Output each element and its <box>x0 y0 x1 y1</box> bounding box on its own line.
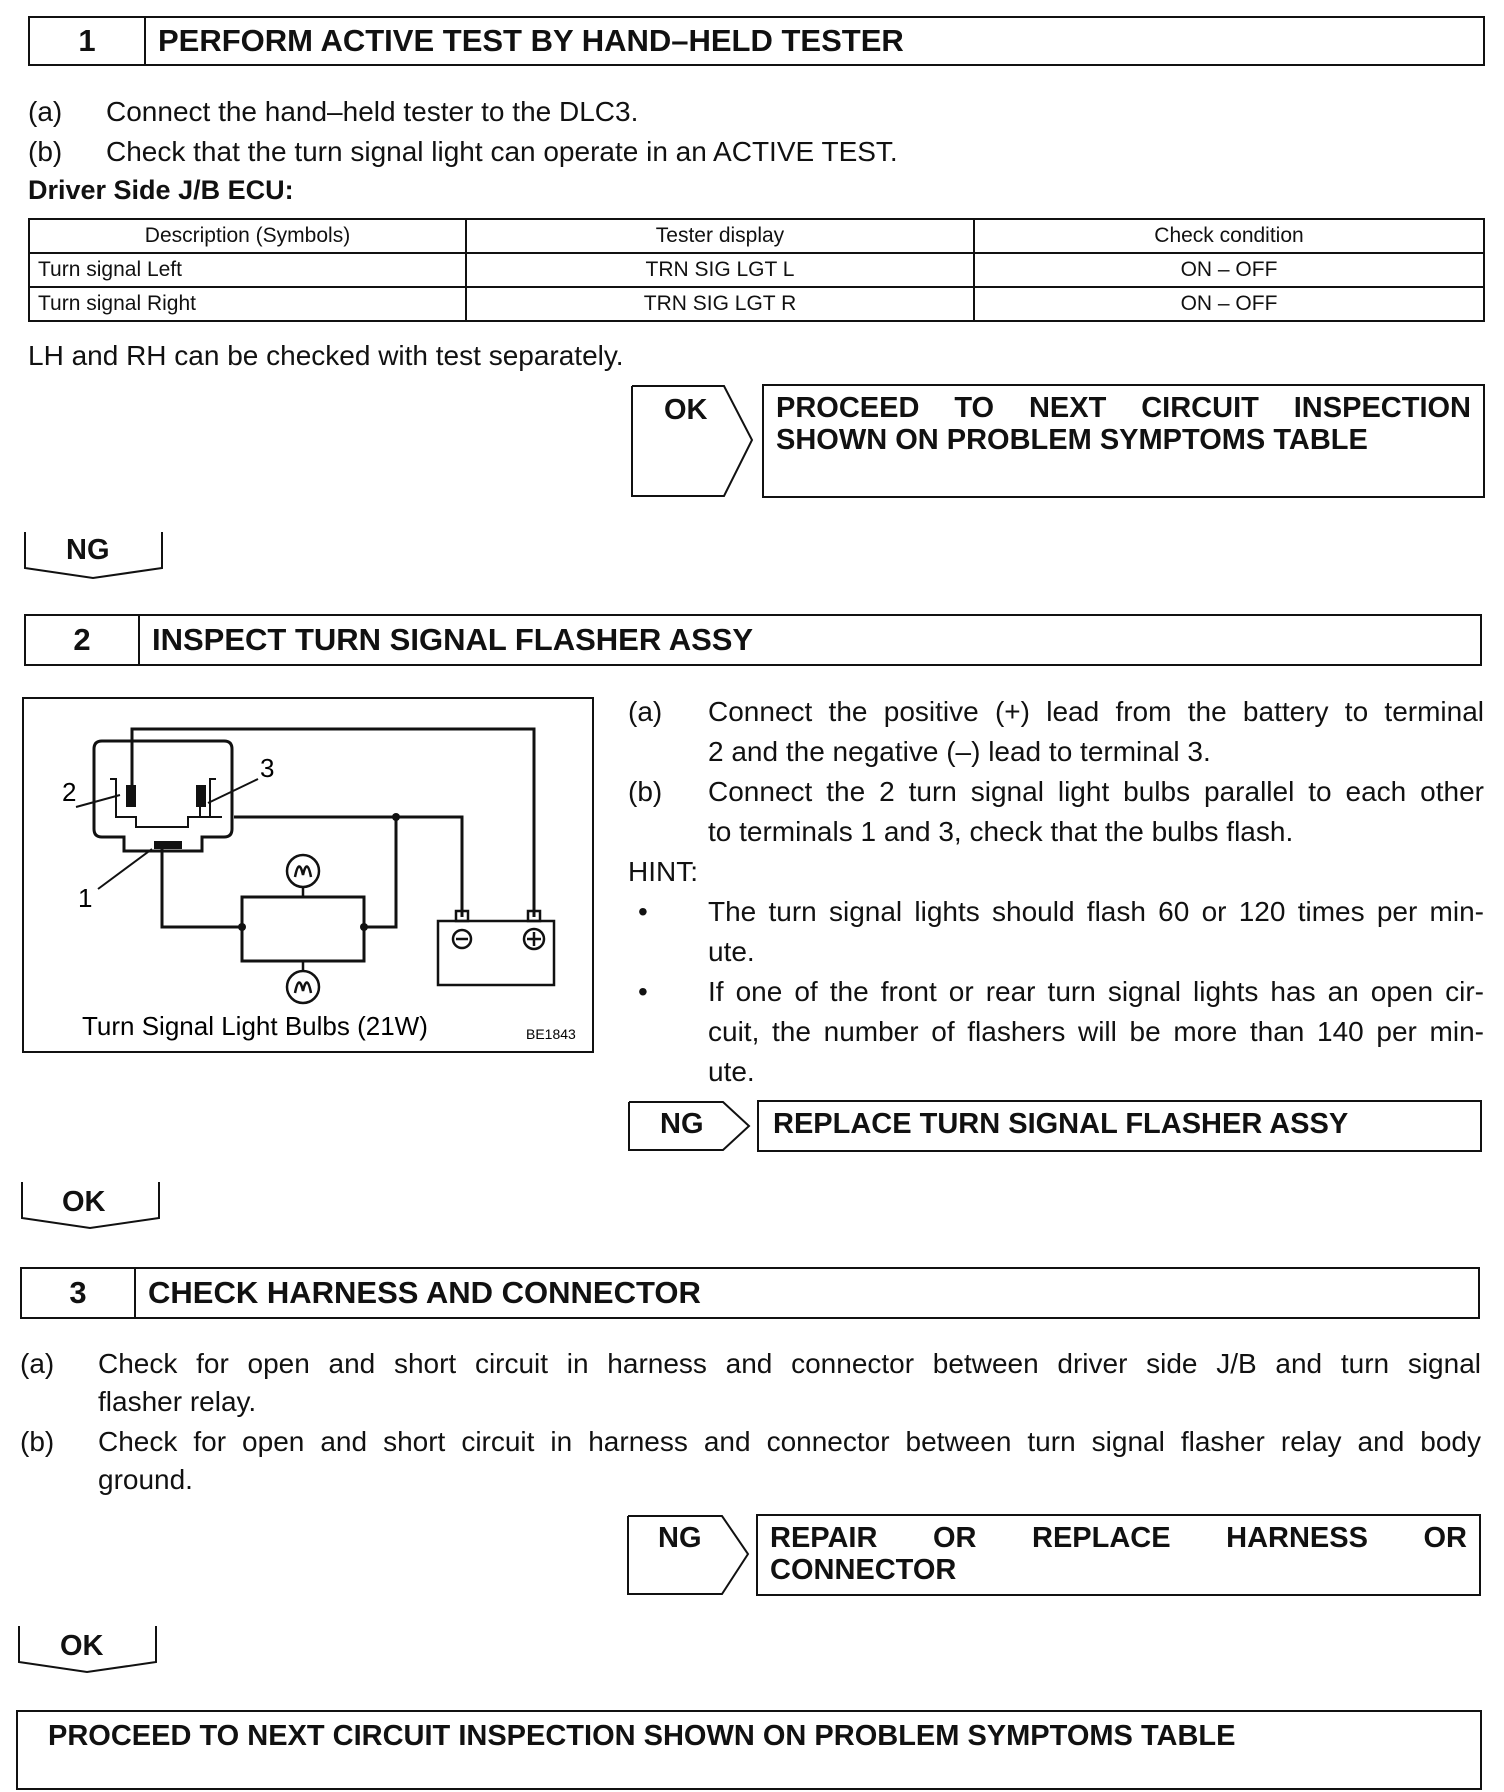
terminal-label-3: 3 <box>260 753 275 783</box>
table-header-cell: Tester display <box>466 219 974 253</box>
step2-item-b-line1: Connect the 2 turn signal light bulbs parallel to each other <box>708 776 1484 807</box>
step1-item-b-label: (b) <box>28 136 63 167</box>
step3-item-b-line2: ground. <box>98 1464 193 1495</box>
step2-hint1-line1: The turn signal lights should flash 60 or 120 times per min- <box>708 896 1484 927</box>
step1-ok-tag: OK <box>664 394 708 426</box>
step1-item-a-text: Connect the hand–held tester to the DLC3. <box>106 96 639 127</box>
step3-item-a-line2: flasher relay. <box>98 1386 257 1417</box>
step3-ok-tag: OK <box>60 1630 104 1662</box>
step3-item-a-line1: Check for open and short circuit in harness and connector between driver side J/B and turn signal <box>98 1348 1481 1379</box>
step2-ng-result: REPLACE TURN SIGNAL FLASHER ASSY <box>773 1108 1349 1140</box>
figure-caption: Turn Signal Light Bulbs (21W) <box>82 1011 428 1041</box>
step3-ng-result-line1: REPAIR OR REPLACE HARNESS OR <box>770 1522 1467 1554</box>
step2-ng-tag: NG <box>660 1108 704 1140</box>
step2-hint2-line2: cuit, the number of flashers will be more than 140 per min- <box>708 1016 1484 1047</box>
bullet: • <box>638 896 648 927</box>
flasher-test-figure <box>22 697 594 1053</box>
active-test-table <box>28 218 1485 322</box>
table-row <box>29 287 1484 321</box>
step2-ng-result-box <box>757 1100 1482 1152</box>
step1-number: 1 <box>30 18 146 64</box>
step2-hint1-line2: ute. <box>708 936 755 967</box>
table-cell: ON – OFF <box>974 253 1484 287</box>
table-header-row <box>29 219 1484 253</box>
step3-ng-tag: NG <box>658 1522 702 1554</box>
table-cell: Turn signal Right <box>29 287 466 321</box>
step1-subheading: Driver Side J/B ECU: <box>28 175 294 205</box>
step1-ng-tag: NG <box>66 534 110 566</box>
step2-title: INSPECT TURN SIGNAL FLASHER ASSY <box>152 622 754 657</box>
final-result-box <box>16 1710 1482 1790</box>
table-cell: TRN SIG LGT R <box>466 287 974 321</box>
step2-item-a-line2: 2 and the negative (–) lead to terminal 3. <box>708 736 1211 767</box>
final-result-text: PROCEED TO NEXT CIRCUIT INSPECTION SHOWN ON PROBLEM SYMPTOMS TABLE <box>48 1720 1236 1752</box>
step1-title: PERFORM ACTIVE TEST BY HAND–HELD TESTER <box>158 23 904 58</box>
step2-number: 2 <box>26 616 140 664</box>
step1-ok-result-line1: PROCEED TO NEXT CIRCUIT INSPECTION <box>776 392 1471 424</box>
step2-ok-tag: OK <box>62 1186 106 1218</box>
step1-item-a-label: (a) <box>28 96 63 127</box>
step1-item-b-text: Check that the turn signal light can operate in an ACTIVE TEST. <box>106 136 898 167</box>
step1-note: LH and RH can be checked with test separately. <box>28 340 624 371</box>
step2-item-b-line2: to terminals 1 and 3, check that the bulbs flash. <box>708 816 1294 847</box>
step3-item-a-label: (a) <box>20 1348 55 1379</box>
step3-ng-result-line2: CONNECTOR <box>770 1554 957 1586</box>
step3-item-b-label: (b) <box>20 1426 55 1457</box>
bullet: • <box>638 976 648 1007</box>
table-cell: ON – OFF <box>974 287 1484 321</box>
table-cell: Turn signal Left <box>29 253 466 287</box>
step1-ok-result-line2: SHOWN ON PROBLEM SYMPTOMS TABLE <box>776 424 1368 456</box>
step2-item-b-label: (b) <box>628 776 663 807</box>
step2-header <box>24 614 1482 666</box>
step3-header <box>20 1267 1480 1319</box>
step1-header <box>28 16 1485 66</box>
step2-item-a-line1: Connect the positive (+) lead from the battery to terminal <box>708 696 1484 727</box>
table-header-cell: Description (Symbols) <box>29 219 466 253</box>
step2-hint2-line1: If one of the front or rear turn signal lights has an open cir- <box>708 976 1484 1007</box>
step1-ok-result-box <box>762 384 1485 498</box>
figure-code: BE1843 <box>526 1026 576 1042</box>
step2-hint-label: HINT: <box>628 856 698 887</box>
step2-item-a-label: (a) <box>628 696 663 727</box>
step3-ng-result-box <box>756 1514 1481 1596</box>
table-cell: TRN SIG LGT L <box>466 253 974 287</box>
step2-hint2-line3: ute. <box>708 1056 755 1087</box>
terminal-label-2: 2 <box>62 777 77 807</box>
step3-number: 3 <box>22 1269 136 1317</box>
table-row <box>29 253 1484 287</box>
terminal-label-1: 1 <box>78 883 93 913</box>
step3-title: CHECK HARNESS AND CONNECTOR <box>148 1275 701 1310</box>
table-header-cell: Check condition <box>974 219 1484 253</box>
step3-item-b-line1: Check for open and short circuit in harness and connector between turn signal flasher relay and body <box>98 1426 1481 1457</box>
circuit-diagram <box>24 699 592 1051</box>
